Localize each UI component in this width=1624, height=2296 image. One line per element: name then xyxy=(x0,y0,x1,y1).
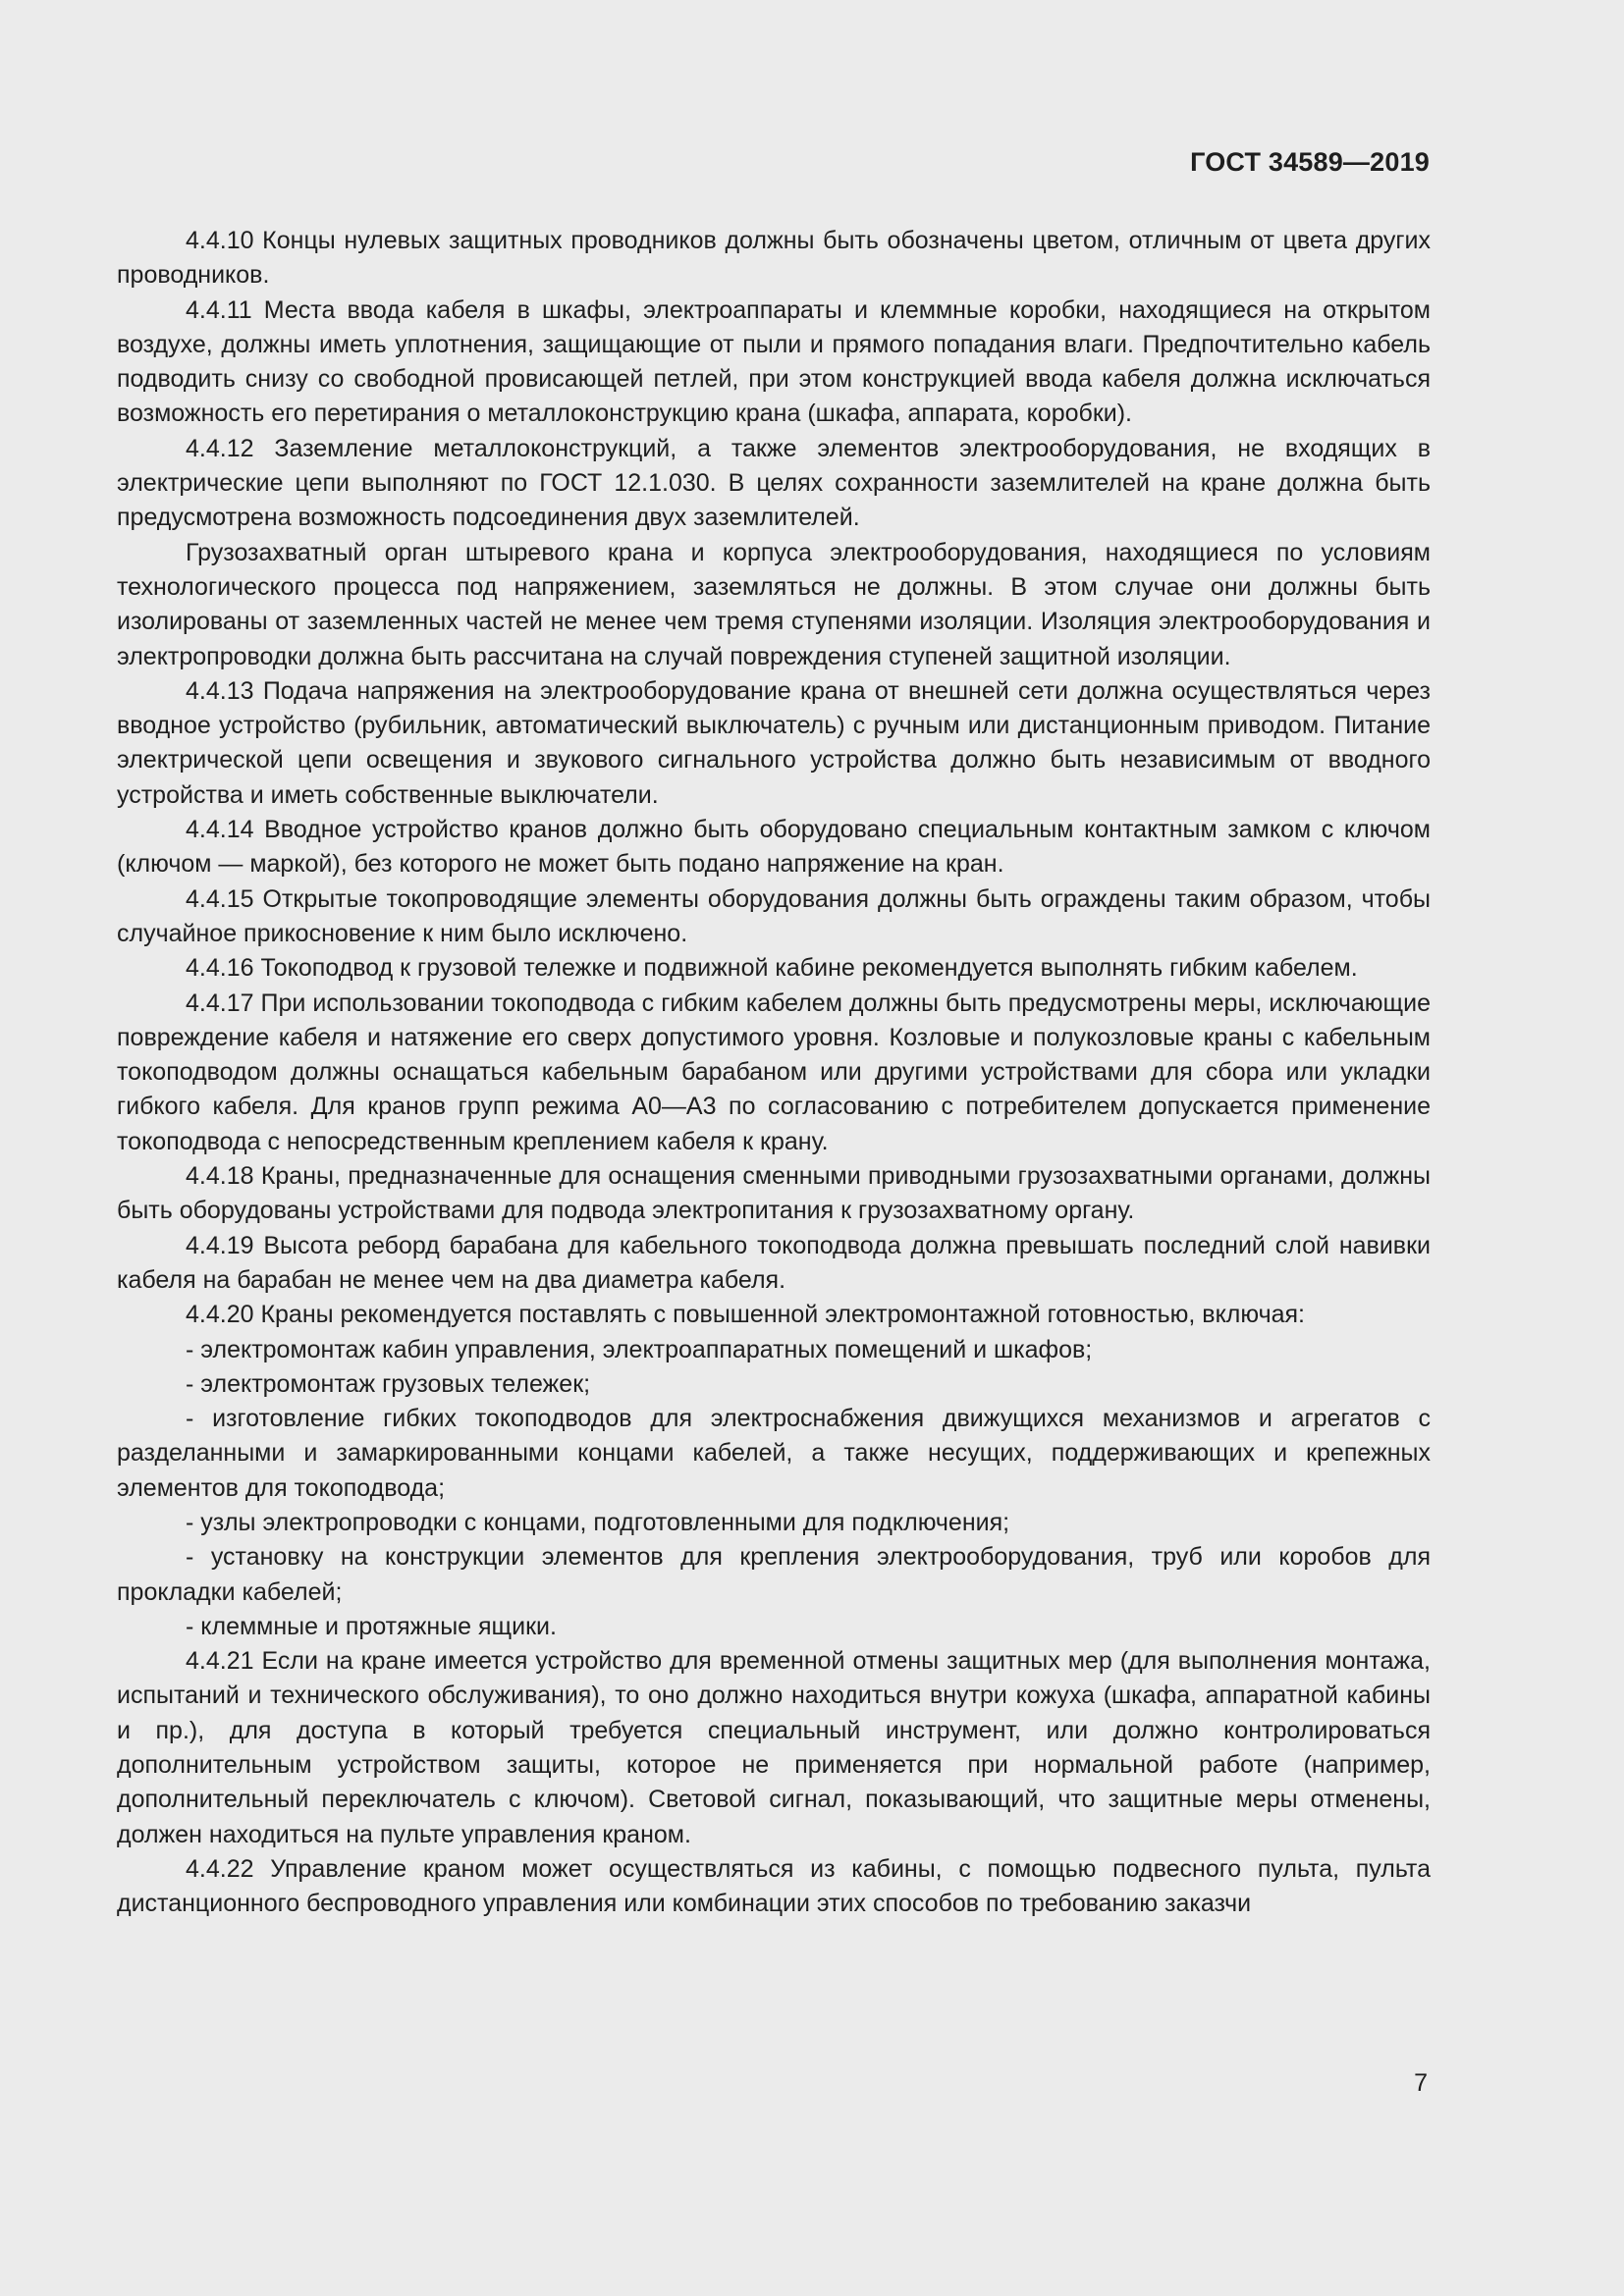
list-item: - электромонтаж кабин управления, электроаппаратных помещений и шкафов; xyxy=(186,1335,1093,1363)
paragraph: 4.4.14 Вводное устройство кранов должно быть оборудовано специальным контактным замком с ключом (ключом — маркой), без которого не может быть подано напряжение на кран. xyxy=(117,816,1431,879)
list-item: - клеммные и протяжные ящики. xyxy=(186,1612,557,1640)
paragraph: 4.4.12 Заземление металлоконструкций, а также элементов электрооборудования, не входящих в электрические цепи выполняют по ГОСТ 12.1.030. В целях сохранности заземлителей на кране должна быть предусмотрена возможность подсоединения двух заземлителей. xyxy=(117,434,1431,532)
list-item: - узлы электропроводки с концами, подготовленными для подключения; xyxy=(186,1508,1010,1536)
paragraph: 4.4.19 Высота реборд барабана для кабельного токоподвода должна превышать последний слой навивки кабеля на барабан не менее чем на два диаметра кабеля. xyxy=(117,1231,1431,1294)
list-item: - изготовление гибких токоподводов для электроснабжения движущихся механизмов и агрегатов с разделанными и замаркированными концами кабелей, а также несущих, поддерживающих и крепежных элементов для токоподвода; xyxy=(117,1405,1431,1502)
list-item: - установку на конструкции элементов для крепления электрооборудования, труб или коробов для прокладки кабелей; xyxy=(117,1543,1431,1606)
paragraph: 4.4.10 Концы нулевых защитных проводников должны быть обозначены цветом, отличным от цвета других проводников. xyxy=(117,227,1431,290)
paragraph: Грузозахватный орган штыревого крана и корпуса электрооборудования, находящиеся по условиям технологического процесса под напряжением, заземляться не должны. В этом случае они должны быть изолированы от заземленных частей не менее чем тремя ступенями изоляции. Изоляция электрооборудования и электропроводки должна быть рассчитана на случай повреждения ступеней защитной изоляции. xyxy=(117,538,1431,670)
paragraph: 4.4.17 При использовании токоподвода с гибким кабелем должны быть предусмотрены меры, исключающие повреждение кабеля и натяжение его сверх допустимого уровня. Козловые и полукозловые краны с кабельным токоподводом должны оснащаться кабельным барабаном или другими устройствами для сбора или укладки гибкого кабеля. Для кранов групп режима А0—А3 по согласованию с потребителем допускается применение токоподвода с непосредственным креплением кабеля к крану. xyxy=(117,988,1431,1155)
paragraph: 4.4.22 Управление краном может осуществляться из кабины, с помощью подвесного пульта, пульта дистанционного беспроводного управления или комбинации этих способов по требованию заказчи xyxy=(117,1854,1431,1918)
document-body xyxy=(117,224,1431,1922)
paragraph: 4.4.11 Места ввода кабеля в шкафы, электроаппараты и клеммные коробки, находящиеся на открытом воздухе, должны иметь уплотнения, защищающие от пыли и прямого попадания влаги. Предпочтительно кабель подводить снизу со свободной провисающей петлей, при этом конструкцией ввода кабеля должна исключаться возможность его перетирания о металлоконструкцию крана (шкафа, аппарата, коробки). xyxy=(117,295,1431,428)
paragraph: 4.4.15 Открытые токопроводящие элементы оборудования должны быть ограждены таким образом, чтобы случайное прикосновение к ним было исключено. xyxy=(117,884,1431,947)
paragraph: 4.4.13 Подача напряжения на электрооборудование крана от внешней сети должна осуществляться через вводное устройство (рубильник, автоматический выключатель) с ручным или дистанционным приводом. Питание электрической цепи освещения и звукового сигнального устройства должно быть независимым от вводного устройства и иметь собственные выключатели. xyxy=(117,676,1431,809)
list-item: - электромонтаж грузовых тележек; xyxy=(186,1369,591,1398)
paragraph: 4.4.18 Краны, предназначенные для оснащения сменными приводными грузозахватными органами, должны быть оборудованы устройствами для подвода электропитания к грузозахватному органу. xyxy=(117,1162,1431,1225)
paragraph: 4.4.20 Краны рекомендуется поставлять с повышенной электромонтажной готовностью, включая: xyxy=(186,1301,1305,1329)
standard-header: ГОСТ 34589—2019 xyxy=(1190,147,1430,177)
page-number: 7 xyxy=(1414,2069,1428,2097)
paragraph: 4.4.21 Если на кране имеется устройство для временной отмены защитных мер (для выполнения монтажа, испытаний и технического обслуживания), то оно должно находиться внутри кожуха (шкафа, аппаратной кабины и пр.), для доступа в который требуется специальный инструмент, или должно контролироваться дополнительным устройством защиты, которое не применяется при нормальной работе (например, дополнительный переключатель с ключом). Световой сигнал, показывающий, что защитные меры отменены, должен находиться на пульте управления краном. xyxy=(117,1647,1431,1848)
paragraph: 4.4.16 Токоподвод к грузовой тележке и подвижной кабине рекомендуется выполнять гибким кабелем. xyxy=(186,954,1358,983)
